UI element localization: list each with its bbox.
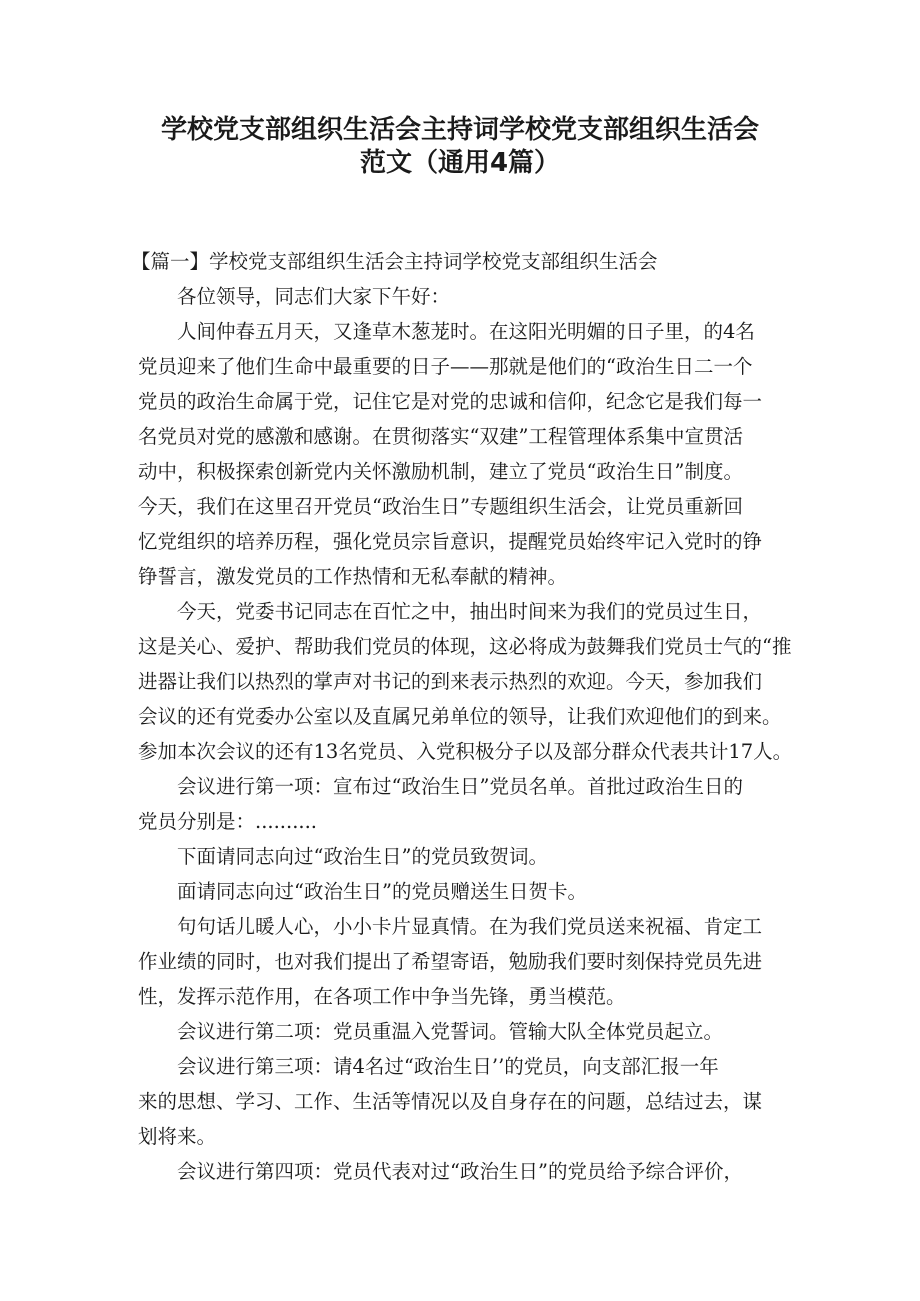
paragraph-line: 下面请同志向过“政治生日”的党员致贺词。 <box>177 845 548 868</box>
section-heading: 【篇一】学校党支部组织生活会主持词学校党支部组织生活会 <box>131 250 658 273</box>
paragraph-line: 会议进行第一项：宣布过“政治生日”党员名单。首批过政治生日的 <box>177 775 743 798</box>
paragraph-line: 党员迎来了他们生命中最重要的日子——那就是他们的“政治生日二一个 <box>138 355 753 378</box>
paragraph-line: 人间仲春五月天，又逢草木葱茏时。在这阳光明媚的日子里，的4名 <box>177 320 755 343</box>
paragraph-line: 会议进行第二项：党员重温入党誓词。管输大队全体党员起立。 <box>177 1020 724 1043</box>
paragraph-line: 会议的还有党委办公室以及直属兄弟单位的领导，让我们欢迎他们的到来。 <box>138 705 782 728</box>
paragraph-line: 会议进行第四项：党员代表对过“政治生日”的党员给予综合评价， <box>177 1160 743 1183</box>
paragraph-line: 党员的政治生命属于党，记住它是对党的忠诚和信仰，纪念它是我们每一 <box>138 390 763 413</box>
paragraph-line: 进器让我们以热烈的掌声对书记的到来表示热烈的欢迎。今天，参加我们 <box>138 670 763 693</box>
paragraph-line: 今天，我们在这里召开党员“政治生日”专题组织生活会，让党员重新回 <box>138 495 743 518</box>
paragraph-line: 参加本次会议的还有13名党员、入党积极分子以及部分群众代表共计17人。 <box>138 740 793 763</box>
paragraph-line: 句句话儿暖人心，小小卡片显真情。在为我们党员送来祝福、肯定工 <box>177 915 763 938</box>
paragraph-line: 名党员对党的感激和感谢。在贯彻落实“双建”工程管理体系集中宣贯活 <box>138 425 743 448</box>
paragraph-line: 会议进行第三项：请4名过“政治生日’’的党员，向支部汇报一年 <box>177 1055 719 1078</box>
paragraph-line: 今天，党委书记同志在百忙之中，抽出时间来为我们的党员过生日， <box>177 600 763 623</box>
paragraph-line: 党员分别是：.......... <box>138 810 317 833</box>
paragraph-line: 面请同志向过“政治生日”的党员赠送生日贺卡。 <box>177 880 587 903</box>
document-title-line-2: 范文（通用4篇） <box>359 148 561 178</box>
greeting-line: 各位领导，同志们大家下午好： <box>177 285 451 308</box>
paragraph-line: 划将来。 <box>138 1125 217 1148</box>
paragraph-line: 来的思想、学习、工作、生活等情况以及自身存在的问题，总结过去，谋 <box>138 1090 763 1113</box>
paragraph-line: 作业绩的同时，也对我们提出了希望寄语，勉励我们要时刻保持党员先进 <box>138 950 763 973</box>
document-title-line-1: 学校党支部组织生活会主持词学校党支部组织生活会 <box>160 115 759 145</box>
paragraph-line: 性，发挥示范作用，在各项工作中争当先锋，勇当模范。 <box>138 985 626 1008</box>
paragraph-line: 铮誓言，激发党员的工作热情和无私奉献的精神。 <box>138 565 568 588</box>
paragraph-line: 忆党组织的培养历程，强化党员宗旨意识，提醒党员始终牢记入党时的铮 <box>138 530 763 553</box>
paragraph-line: 动中，积极探索创新党内关怀激励机制，建立了党员“政治生日”制度。 <box>138 460 743 483</box>
paragraph-line: 这是关心、爱护、帮助我们党员的体现，这必将成为鼓舞我们党员士气的“推 <box>138 635 792 658</box>
